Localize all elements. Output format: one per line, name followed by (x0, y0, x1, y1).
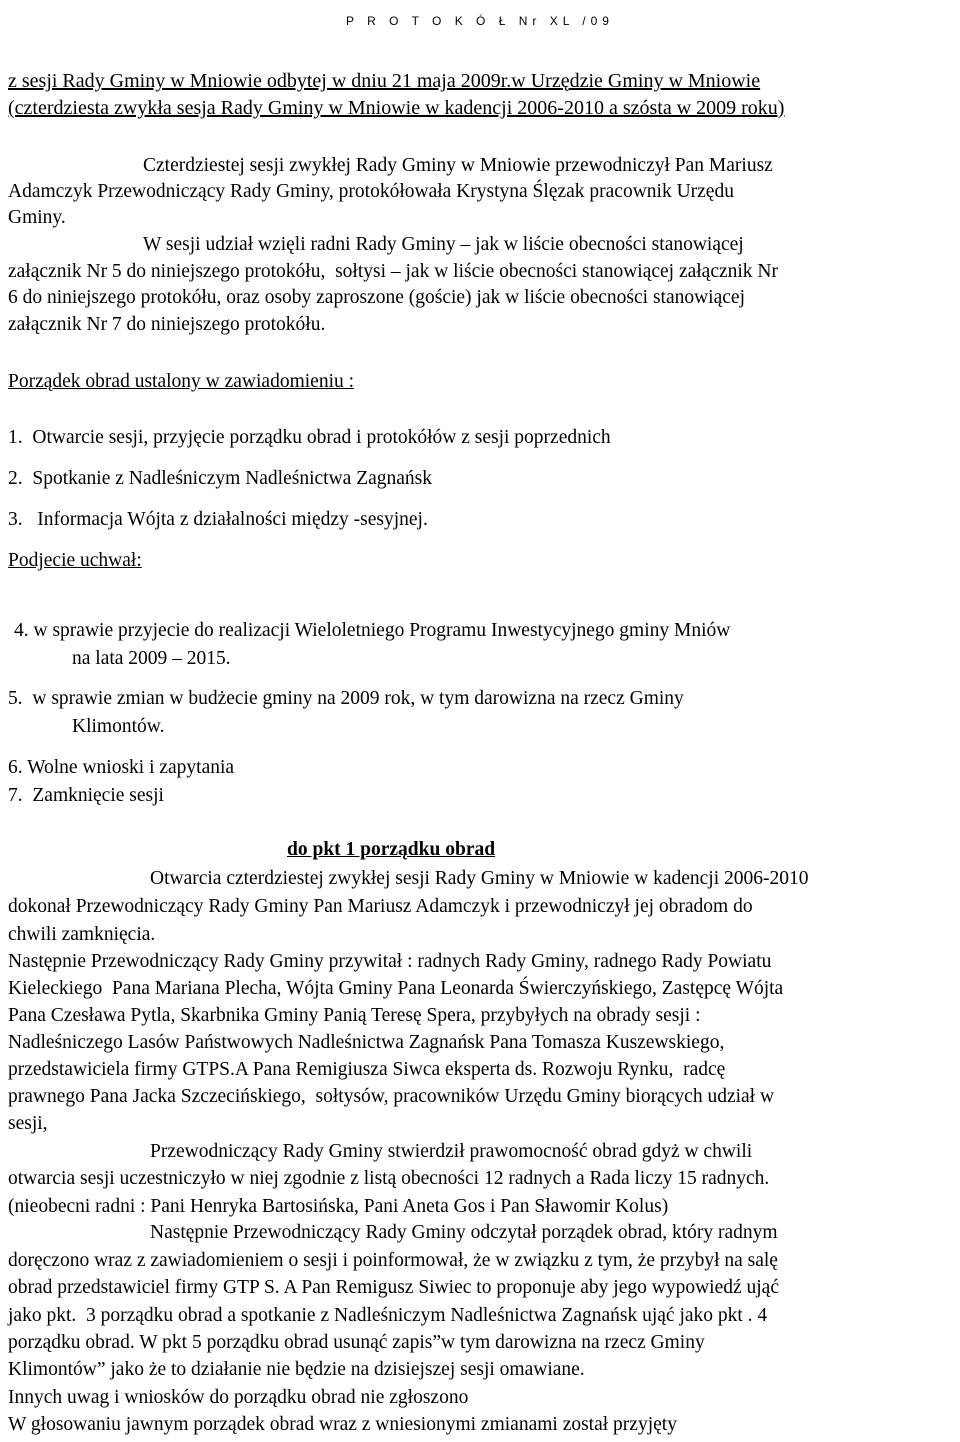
body-line: Następnie Przewodniczący Rady Gminy odczytał porządek obrad, który radnym (150, 1222, 778, 1243)
agenda-item: 1. Otwarcie sesji, przyjęcie porządku obrad i protokółów z sesji poprzednich (8, 427, 611, 448)
agenda-item: 7. Zamknięcie sesji (8, 785, 164, 806)
agenda-item: 4. w sprawie przyjecie do realizacji Wieloletniego Programu Inwestycyjnego gminy Mniów (14, 620, 731, 641)
body-line: załącznik Nr 7 do niniejszego protokółu. (8, 314, 326, 335)
body-line: obrad przedstawiciel firmy GTP S. A Pan Remigusz Siwiec to proponuje aby jego wypowiedź ująć (8, 1277, 779, 1298)
document-title: P R O T O K Ó Ł Nr XL /09 (346, 14, 614, 28)
body-line: Czterdziestej sesji zwykłej Rady Gminy w Mniowie przewodniczył Pan Mariusz (143, 155, 773, 176)
agenda-item: 3. Informacja Wójta z działalności między -sesyjnej. (8, 509, 428, 530)
body-line: prawnego Pana Jacka Szczecińskiego, sołtysów, pracowników Urzędu Gminy biorących udział w (8, 1086, 775, 1107)
body-line: W głosowaniu jawnym porządek obrad wraz z wniesionymi zmianami został przyjęty (8, 1414, 677, 1435)
body-line: Pana Czesława Pytla, Skarbnika Gminy Panią Teresę Spera, przybyłych na obrady sesji : (8, 1005, 701, 1026)
body-line: Adamczyk Przewodniczący Rady Gminy, protokółowała Krystyna Ślęzak pracownik Urzędu (8, 181, 734, 202)
agenda-item: 2. Spotkanie z Nadleśniczym Nadleśnictwa Zagnańsk (8, 468, 433, 489)
body-line: Przewodniczący Rady Gminy stwierdził prawomocność obrad gdyż w chwili (150, 1141, 753, 1162)
section-heading-pkt1: do pkt 1 porządku obrad (287, 839, 496, 860)
body-line: doręczono wraz z zawiadomieniem o sesji i poinformował, że w związku z tym, że przybył na salę (8, 1250, 778, 1271)
body-line: Nadleśniczego Lasów Państwowych Nadleśnictwa Zagnańsk Pana Tomasza Kuszewskiego, (8, 1032, 725, 1053)
body-line: (nieobecni radni : Pani Henryka Bartosińska, Pani Aneta Gos i Pan Sławomir Kolus) (8, 1196, 669, 1217)
agenda-item: 5. w sprawie zmian w budżecie gminy na 2009 rok, w tym darowizna na rzecz Gminy (8, 688, 684, 709)
body-line: W sesji udział wzięli radni Rady Gminy – jak w liście obecności stanowiącej (143, 234, 744, 255)
body-line: Innych uwag i wniosków do porządku obrad nie zgłoszono (8, 1387, 469, 1408)
body-line: otwarcia sesji uczestniczyło w niej zgodnie z listą obecności 12 radnych a Rada liczy 15 radnych. (8, 1168, 770, 1189)
agenda-item: 6. Wolne wnioski i zapytania (8, 757, 235, 778)
body-line: sesji, (8, 1113, 48, 1134)
body-line: Kieleckiego Pana Mariana Plecha, Wójta Gminy Pana Leonarda Świerczyńskiego, Zastępcę Wójta (8, 978, 784, 999)
body-line: Gminy. (8, 207, 66, 228)
resolutions-heading: Podjecie uchwał: (8, 550, 142, 571)
agenda-item-continuation: na lata 2009 – 2015. (72, 648, 231, 669)
body-line: 6 do niniejszego protokółu, oraz osoby zaproszone (goście) jak w liście obecności stanowiącej (8, 287, 745, 308)
body-line: załącznik Nr 5 do niniejszego protokółu, sołtysi – jak w liście obecności stanowiącej załącznik Nr (8, 261, 779, 282)
body-line: Klimontów” jako że to działanie nie będzie na dzisiejszej sesji omawiane. (8, 1359, 585, 1380)
body-line: przedstawiciela firmy GTPS.A Pana Remigiusza Siwca eksperta ds. Rozwoju Rynku, radcę (8, 1059, 726, 1080)
body-line: dokonał Przewodniczący Rady Gminy Pan Mariusz Adamczyk i przewodniczył jej obradom do (8, 896, 753, 917)
body-line: chwili zamknięcia. (8, 924, 156, 945)
session-subheader-line: (czterdziesta zwykła sesja Rady Gminy w Mniowie w kadencji 2006-2010 a szósta w 2009 roku) (8, 97, 785, 119)
agenda-heading: Porządek obrad ustalony w zawiadomieniu : (8, 371, 355, 392)
body-line: Następnie Przewodniczący Rady Gminy przywitał : radnych Rady Gminy, radnego Rady Powiatu (8, 951, 772, 972)
agenda-item-continuation: Klimontów. (72, 716, 165, 737)
body-line: jako pkt. 3 porządku obrad a spotkanie z Nadleśniczym Nadleśnictwa Zagnańsk ująć jako pkt . 4 (8, 1305, 768, 1326)
body-line: Otwarcia czterdziestej zwykłej sesji Rady Gminy w Mniowie w kadencji 2006-2010 (150, 868, 809, 889)
session-header-line: z sesji Rady Gminy w Mniowie odbytej w dniu 21 maja 2009r.w Urzędzie Gminy w Mniowie (8, 70, 761, 92)
body-line: porządku obrad. W pkt 5 porządku obrad usunąć zapis”w tym darowizna na rzecz Gminy (8, 1332, 705, 1353)
